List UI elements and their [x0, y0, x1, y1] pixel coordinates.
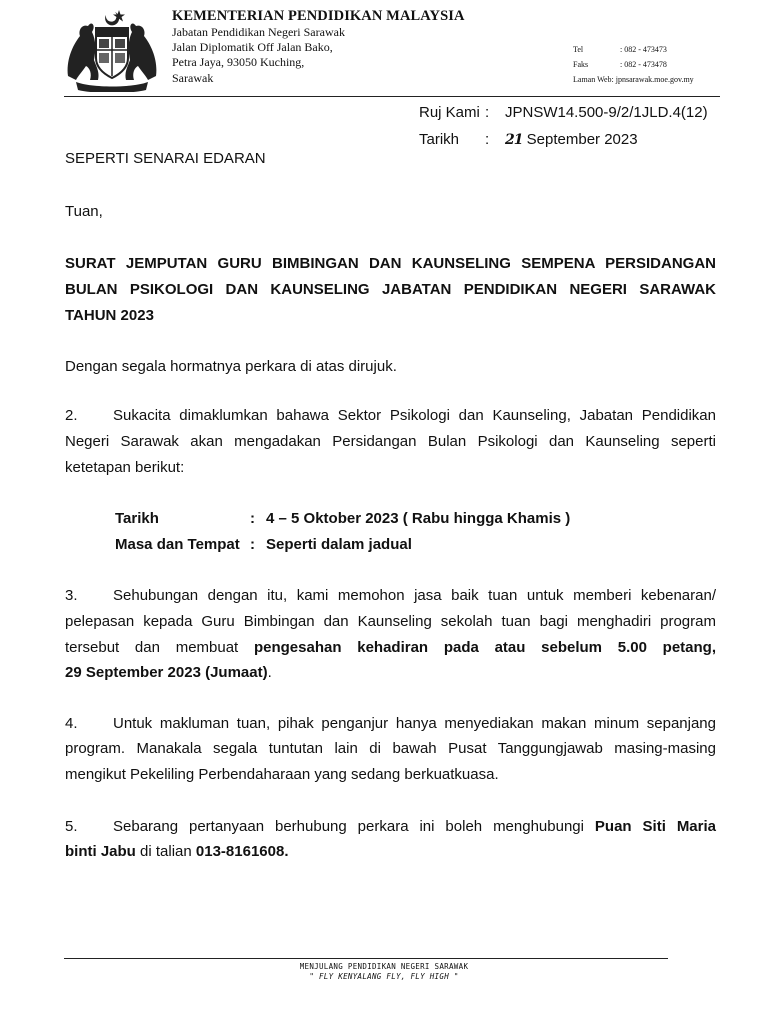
web-label: Laman Web: [573, 75, 612, 84]
date-separator: :: [485, 131, 490, 148]
contact-name-cont: binti Jabu: [65, 843, 136, 860]
paragraph-text: Sebarang pertanyaan berhubung perkara ini boleh menghubungi: [113, 818, 595, 835]
footer-divider: [64, 958, 668, 959]
fax-label: Faks: [573, 60, 589, 69]
detail-value: 4 – 5 Oktober 2023 ( Rabu hingga Khamis ): [266, 510, 571, 527]
subject-line: TAHUN 2023: [65, 307, 154, 324]
detail-separator: :: [250, 536, 255, 553]
paragraph-number: 2.: [65, 407, 78, 424]
address-line: Jabatan Pendidikan Negeri Sarawak: [172, 25, 345, 39]
date-month-year: September 2023: [522, 131, 638, 148]
paragraph-line: ketetapan berikut:: [65, 459, 185, 476]
coat-of-arms-logo: [62, 6, 162, 92]
detail-label: Tarikh: [115, 510, 159, 527]
address-line: Petra Jaya, 93050 Kuching,: [172, 55, 305, 70]
reference-separator: :: [485, 104, 490, 121]
footer-slogan: " FLY KENYALANG FLY, FLY HIGH ": [309, 972, 459, 981]
footer-motto: MENJULANG PENDIDIKAN NEGERI SARAWAK: [299, 962, 469, 971]
reference-block: [419, 99, 708, 154]
address-line: Jalan Diplomatik Off Jalan Bako,: [172, 40, 333, 55]
paragraph-line: pelepasan kepada Guru Bimbingan dan Kaunseling sekolah tuan bagi menghadiri program: [65, 613, 716, 630]
deadline-emphasis: pengesahan kehadiran pada atau sebelum 5.00 petang,: [253, 639, 716, 656]
detail-value: Seperti dalam jadual: [266, 536, 412, 553]
contact-phone: 013-8161608: [195, 843, 285, 860]
detail-separator: :: [250, 510, 255, 527]
letterhead-contacts: [573, 42, 694, 87]
paragraph-line: [65, 639, 716, 656]
date-day-handwritten: 21: [505, 132, 523, 148]
paragraph-line: Untuk makluman tuan, pihak penganjur hanya menyediakan makan minum sepanjang: [113, 715, 716, 732]
paragraph-line: Sehubungan dengan itu, kami memohon jasa baik tuan untuk memberi kebenaran/: [113, 587, 716, 604]
reference-label: Ruj Kami: [419, 104, 480, 121]
paragraph-line: [65, 843, 288, 860]
salutation: Tuan,: [65, 203, 103, 220]
tel-value: : 082 - 473473: [620, 45, 667, 54]
paragraph-number: 5.: [65, 818, 78, 835]
subject-line: SURAT JEMPUTAN GURU BIMBINGAN DAN KAUNSELING SEMPENA PERSIDANGAN: [65, 255, 716, 272]
detail-label: Masa dan Tempat: [115, 536, 240, 553]
paragraph-line: Negeri Sarawak akan mengadakan Persidangan Bulan Psikologi dan Kaunseling seperti: [65, 433, 716, 450]
tel-label: Tel: [573, 45, 584, 54]
letterhead-divider: [64, 96, 720, 97]
subject-line: BULAN PSIKOLOGI DAN KAUNSELING JABATAN PENDIDIKAN NEGERI SARAWAK: [65, 281, 716, 298]
paragraph-number: 3.: [65, 587, 78, 604]
fax-value: : 082 - 473478: [620, 60, 667, 69]
paragraph-text: tersebut dan membuat: [65, 639, 254, 656]
recipient: SEPERTI SENARAI EDARAN: [65, 150, 266, 167]
paragraph-line: [113, 818, 716, 835]
contact-name: Puan Siti Maria: [594, 818, 716, 835]
paragraph-text: di talian: [135, 843, 196, 860]
deadline-date: 29 September 2023 (Jumaat): [65, 664, 268, 681]
date-label: Tarikh: [419, 131, 460, 148]
web-value: : jpnsarawak.moe.gov.my: [611, 75, 694, 84]
paragraph-text: .: [284, 843, 289, 860]
paragraph-line: Sukacita dimaklumkan bahawa Sektor Psikologi dan Kaunseling, Jabatan Pendidikan: [113, 407, 716, 424]
reference-number: JPNSW14.500-9/2/1JLD.4(12): [505, 104, 708, 121]
ministry-name: KEMENTERIAN PENDIDIKAN MALAYSIA: [172, 8, 465, 24]
paragraph-text: .: [267, 664, 272, 681]
paragraph-number: 4.: [65, 715, 78, 732]
opening-sentence: Dengan segala hormatnya perkara di atas dirujuk.: [65, 358, 397, 375]
letterhead-address: [172, 25, 345, 86]
paragraph-line: mengikut Pekeliling Perbendaharaan yang sedang berkuatkuasa.: [65, 766, 499, 783]
address-line: Sarawak: [172, 70, 214, 85]
paragraph-line: program. Manakala segala tuntutan lain di bawah Pusat Tanggungjawab masing-masing: [65, 740, 716, 757]
paragraph-line: [65, 664, 272, 681]
